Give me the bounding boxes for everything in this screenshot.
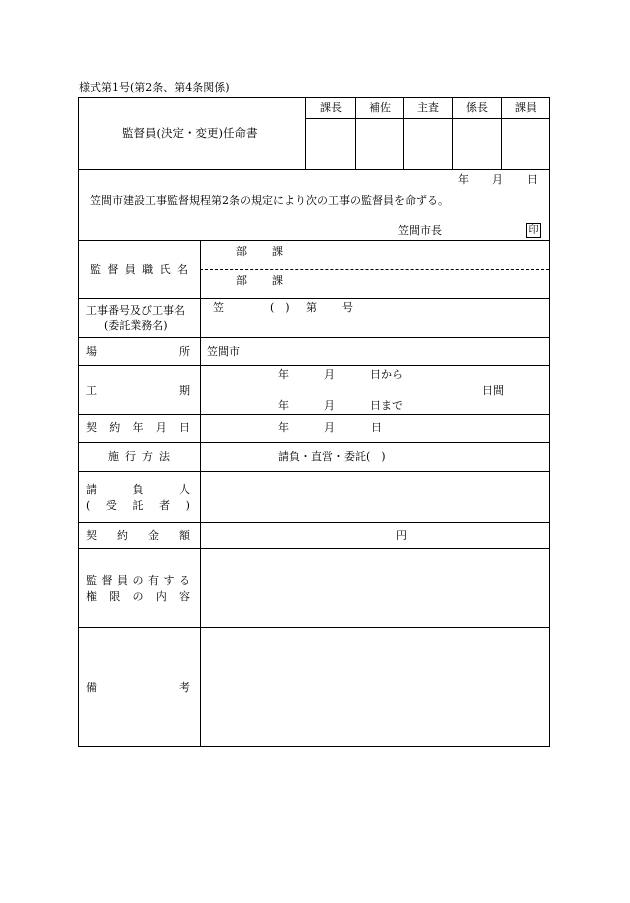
- table-border-top: [78, 97, 550, 98]
- period-to-suffix: 日まで: [370, 399, 403, 412]
- work-number-go: 号: [342, 301, 353, 314]
- period-from-month: 月: [324, 368, 335, 381]
- row-line: [78, 337, 550, 338]
- contract-date-label: 契 約 年 月 日: [86, 421, 190, 434]
- period-to-year: 年: [278, 399, 289, 412]
- approval-divider: [452, 97, 453, 169]
- authority-label: 監 督 員 の 有 す る: [86, 574, 190, 587]
- form-number-note: 様式第1号(第2条、第4条関係): [79, 81, 230, 94]
- table-border-bottom: [78, 746, 550, 747]
- work-number-dai: 第: [306, 301, 317, 314]
- method-value: 請負・直営・委託( ): [278, 450, 386, 463]
- row-line: [78, 442, 550, 443]
- order-text: 笠間市建設工事監督規程第2条の規定により次の工事の監督員を命ずる。: [90, 194, 449, 207]
- approval-header-hosa: 補佐: [369, 101, 391, 114]
- work-number-paren: ( ): [270, 301, 290, 314]
- period-label: 工 期: [86, 384, 190, 397]
- period-to-month: 月: [324, 399, 335, 412]
- date-year: 年: [458, 173, 469, 186]
- contract-date-year: 年: [278, 421, 289, 434]
- supervisor-dept-2: 部: [236, 274, 247, 287]
- supervisor-section-1: 課: [272, 245, 283, 258]
- seal-stamp: 印: [526, 223, 541, 238]
- work-number-label: 工事番号及び工事名: [86, 304, 185, 317]
- approval-divider: [501, 97, 502, 169]
- supervisor-dashed-divider: [200, 269, 549, 270]
- period-from-suffix: 日から: [370, 368, 403, 381]
- work-number-prefix: 笠: [213, 301, 224, 314]
- row-line: [78, 365, 550, 366]
- contractor-label: 請 負 人: [86, 483, 190, 496]
- issuer: 笠間市長: [398, 224, 442, 237]
- approval-header-kakaricho: 係長: [466, 101, 488, 114]
- period-days: 日間: [482, 384, 504, 397]
- contract-date-month: 月: [324, 421, 335, 434]
- row-line: [78, 298, 550, 299]
- row-line: [78, 471, 550, 472]
- amount-unit: 円: [396, 529, 407, 542]
- row-line: [78, 627, 550, 628]
- authority-sublabel: 権 限 の 内 容: [86, 590, 190, 603]
- approval-header-kain: 課員: [515, 101, 537, 114]
- approval-header-kacho: 課長: [320, 101, 342, 114]
- amount-label: 契 約 金 額: [86, 529, 190, 542]
- supervisor-dept-1: 部: [236, 245, 247, 258]
- approval-divider: [305, 97, 306, 169]
- contractor-sublabel: ( 受 託 者 ): [86, 499, 190, 512]
- form-title: 監督員(決定・変更)任命書: [122, 126, 258, 140]
- table-border-left: [78, 97, 79, 746]
- supervisor-label: 監 督 員 職 氏 名: [90, 263, 188, 276]
- remarks-label: 備 考: [86, 681, 190, 694]
- location-label: 場 所: [86, 345, 190, 358]
- row-line: [78, 240, 550, 241]
- period-from-year: 年: [278, 368, 289, 381]
- row-line: [78, 522, 550, 523]
- contract-date-day: 日: [371, 421, 382, 434]
- method-label: 施 行 方 法: [108, 450, 170, 463]
- location-value: 笠間市: [207, 345, 240, 358]
- date-month: 月: [492, 173, 503, 186]
- table-border-right: [549, 97, 550, 746]
- approval-divider: [355, 97, 356, 169]
- approval-divider: [403, 97, 404, 169]
- work-number-sublabel: (委託業務名): [104, 319, 168, 332]
- date-day: 日: [527, 173, 538, 186]
- approval-header-line: [305, 118, 550, 119]
- label-column-divider: [200, 240, 201, 746]
- supervisor-section-2: 課: [272, 274, 283, 287]
- row-line: [78, 169, 550, 170]
- row-line: [78, 548, 550, 549]
- row-line: [78, 414, 550, 415]
- approval-header-shusa: 主査: [417, 101, 439, 114]
